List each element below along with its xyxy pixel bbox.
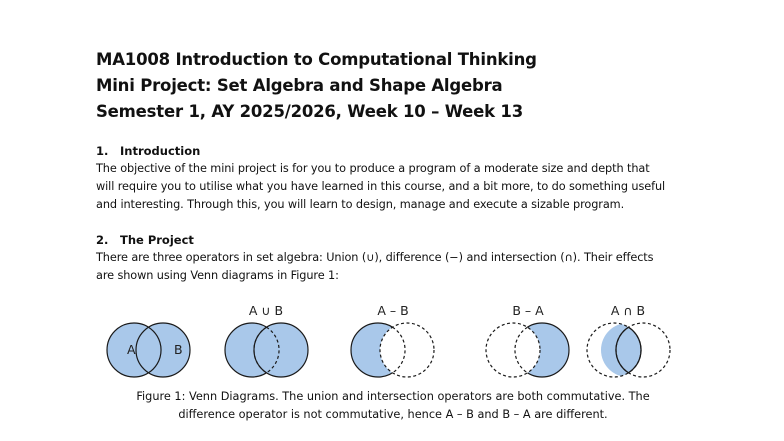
venn-intersection-diagram (587, 303, 670, 377)
difference-b-a-label: B – A (512, 303, 544, 318)
venn-difference-b-a-diagram (486, 303, 569, 377)
section-number: 2. (96, 233, 109, 247)
document-title-semester: Semester 1, AY 2025/2026, Week 10 – Week 13 (96, 102, 523, 121)
paragraph-line: are shown using Venn diagrams in Figure 1: (96, 269, 339, 282)
document-title-course: MA1008 Introduction to Computational Thinking (96, 50, 537, 69)
paragraph-line: The objective of the mini project is for you to produce a program of a moderate size and depth that (96, 162, 650, 175)
figure-caption-line: difference operator is not commutative, hence A – B and B – A are different. (178, 408, 608, 421)
diff-b-circle (380, 323, 434, 377)
union-label: A ∪ B (248, 303, 284, 318)
section-heading-project (96, 233, 194, 247)
section-heading-introduction (96, 144, 200, 158)
document-title-project: Mini Project: Set Algebra and Shape Algebra (96, 76, 503, 95)
paragraph-line: and interesting. Through this, you will learn to design, manage and execute a sizable program. (96, 198, 625, 211)
section-title: Introduction (120, 144, 201, 158)
set-a-label: A (127, 342, 136, 357)
venn-sets-diagram (107, 323, 190, 377)
difference-a-b-label: A – B (377, 303, 409, 318)
set-b-label: B (174, 342, 183, 357)
paragraph-line: will require you to utilise what you have learned in this course, and a bit more, to do something useful (96, 180, 666, 193)
section-title: The Project (120, 233, 194, 247)
venn-difference-a-b-diagram (351, 303, 434, 377)
venn-diagrams-figure (96, 296, 690, 380)
paragraph-line: There are three operators in set algebra: Union (∪), difference (−) and intersection (∩). Their effects (96, 251, 654, 264)
figure-caption-line: Figure 1: Venn Diagrams. The union and intersection operators are both commutative. The (136, 390, 650, 403)
intersection-fill (601, 323, 655, 377)
diff2-a-circle (486, 323, 540, 377)
section-number: 1. (96, 144, 109, 158)
intersection-label: A ∩ B (610, 303, 646, 318)
venn-union-diagram (225, 303, 308, 377)
